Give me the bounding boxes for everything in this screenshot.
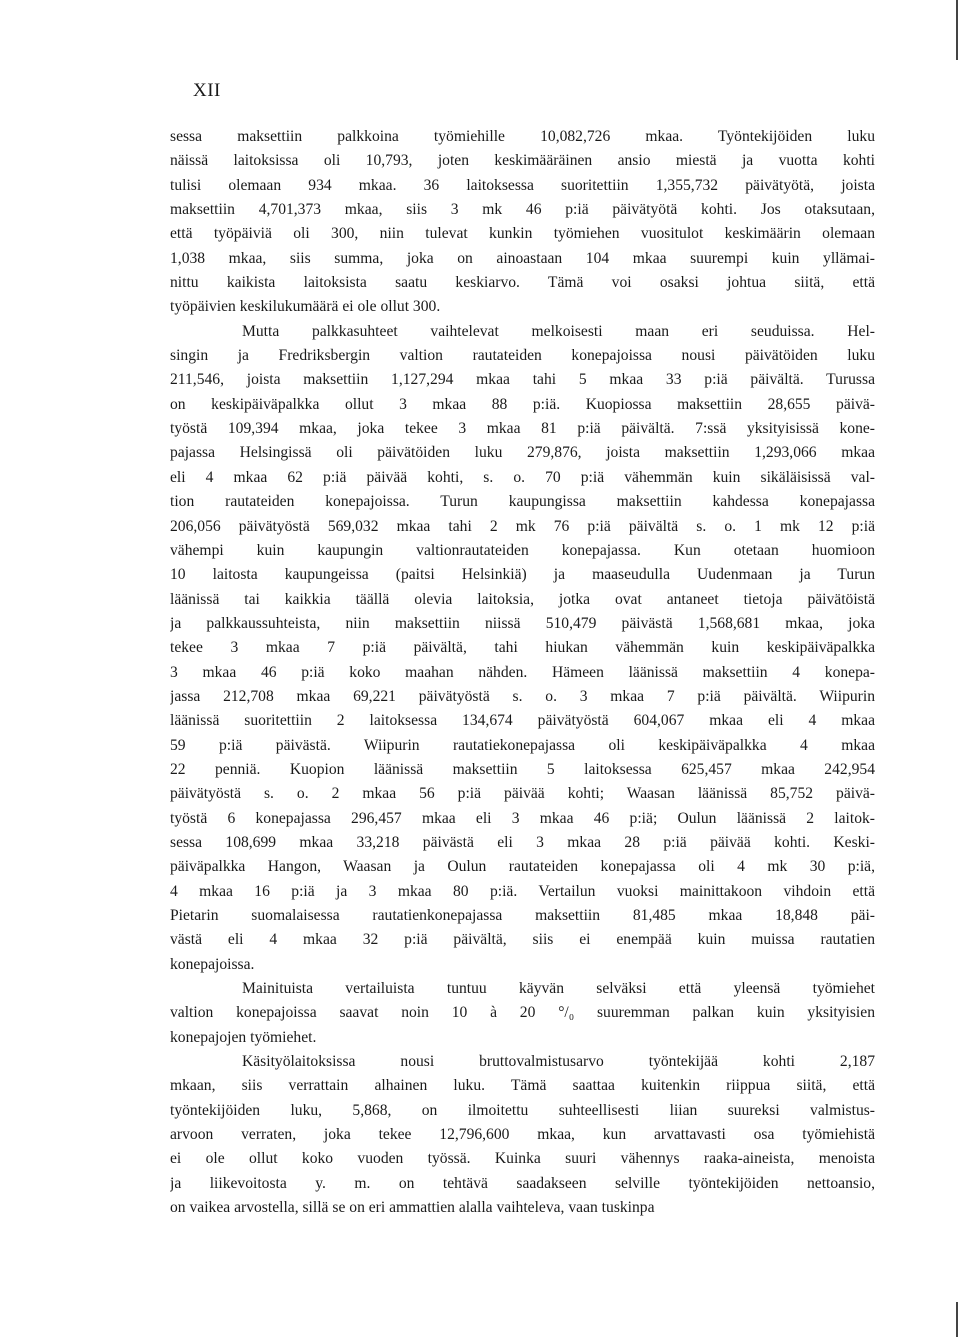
text-line: Mainituista vertailuista tuntuu käyvän selväksi että yleensä työmiehet [242,980,875,998]
text-line: jassa 212,708 mkaa 69,221 päivätyöstä s. o. 3 mkaa 7 p:iä päivältä. Wiipurin [170,687,875,705]
text-line: on keskipäiväpalkka ollut 3 mkaa 88 p:iä. Kuopiossa maksettiin 28,655 päivä- [170,395,875,413]
text-line: sessa 108,699 mkaa 33,218 päivästä eli 3 mkaa 28 p:iä päivää kohti. Keski- [170,833,875,851]
text-line: 206,056 päivätyöstä 569,032 mkaa tahi 2 mk 76 p:iä päivältä s. o. 1 mk 12 p:iä [170,517,875,535]
text-line: valtion konepajoissa saavat noin 10 à 20 °/₀ suuremman palkan kuin yksityisien [170,1004,875,1022]
text-line: 22 penniä. Kuopion läänissä maksettiin 5 laitoksessa 625,457 mkaa 242,954 [170,760,875,778]
text-line: mkaan, siis verrattain alhainen luku. Tämä saattaa kuitenkin riippua siitä, että [170,1077,875,1095]
text-line: 4 mkaa 16 p:iä ja 3 mkaa 80 p:iä. Vertailun vuoksi mainittakoon vihdoin että [170,882,875,900]
text-line: päiväpalkka Hangon, Waasan ja Oulun rautateiden konepajassa oli 4 mk 30 p:iä, [170,858,875,876]
text-line: vähempi kuin kaupungin valtionrautateiden konepajassa. Kun otetaan huomioon [170,541,875,559]
scan-edge-mark-top [956,0,958,60]
text-line: työstä 6 konepajassa 296,457 mkaa eli 3 mkaa 46 p:iä; Oulun läänissä 2 laitok- [170,809,875,827]
text-line: maksettiin 4,701,373 mkaa, siis 3 mk 46 p:iä päivätyötä kohti. Jos otaksutaan, [170,201,875,219]
text-line: nittu kaikista laitoksista saatu keskiarvo. Tämä voi osaksi johtua siitä, että [170,274,875,292]
text-line: tion rautateiden konepajoissa. Turun kaupungissa maksettiin kahdessa konepajassa [170,493,875,511]
text-line: näissä laitoksissa oli 10,793, joten keskimääräinen ansio miestä ja vuotta kohti [170,152,875,170]
text-line: tulisi olemaan 934 mkaa. 36 laitoksessa suoritettiin 1,355,732 päivätyötä, joista [170,176,875,194]
page-number: XII [193,80,221,101]
text-line: ja liikevoitosta y. m. on tehtävä saadakseen selville työntekijöiden nettoansio, [170,1174,875,1192]
text-line: 3 mkaa 46 p:iä koko maahan nähden. Hämeen läänissä maksettiin 4 konepa- [170,663,875,681]
text-line: singin ja Fredriksbergin valtion rautateiden konepajoissa nousi päivätöiden luku [170,347,875,365]
text-line: läänissä tai kaikkia täällä olevia laitoksia, jotka ovat antaneet tietoja päivätöistä [170,590,875,608]
text-line: sessa maksettiin palkkoina työmiehille 10,082,726 mkaa. Työntekijöiden luku [170,128,875,145]
text-line: työpäivien keskilukumäärä ei ole ollut 300. [170,298,441,316]
text-line: eli 4 mkaa 62 p:iä päivää kohti, s. o. 70 p:iä vähemmän kuin sikäläisissä val- [170,468,875,486]
scan-edge-mark-bottom [956,1302,958,1337]
text-line: 59 p:iä päivästä. Wiipurin rautatiekonepajassa oli keskipäiväpalkka 4 mkaa [170,736,875,754]
text-line: tekee 3 mkaa 7 p:iä päivältä, tahi hiukan vähemmän kuin keskipäiväpalkka [170,639,875,657]
text-line: päivätyöstä s. o. 2 mkaa 56 p:iä päivää kohti; Waasan läänissä 85,752 päivä- [170,785,875,803]
text-line: Käsityölaitoksissa nousi bruttovalmistusarvo työntekijää kohti 2,187 [242,1053,875,1071]
text-line: 1,038 mkaa, siis summa, joka on ainoastaan 104 mkaa suurempi kuin yllämai- [170,249,875,267]
text-line: 211,546, joista maksettiin 1,127,294 mkaa tahi 5 mkaa 33 p:iä päivältä. Turussa [170,371,875,389]
text-line: ei ole ollut koko vuoden työssä. Kuinka suuri vähennys raaka-aineista, menoista [170,1150,875,1168]
text-line: Mutta palkkasuhteet vaihtelevat melkoisesti maan eri seuduissa. Hel- [242,322,875,340]
text-line: että työpäiviä oli 300, niin tulevat kunkin työmiehen vuositulot keskimäärin olemaan [170,225,875,243]
text-line: pajassa Helsingissä oli päivätöiden luku 279,876, joista maksettiin 1,293,066 mkaa [170,444,875,462]
body-text [170,125,875,1220]
text-line: 10 laitosta kaupungeissa (paitsi Helsinkiä) ja maaseudulla Uudenmaan ja Turun [170,566,875,584]
text-line: västä eli 4 mkaa 32 p:iä päivältä, siis ei enempää kuin muissa rautatien [170,931,875,949]
text-line: ja palkkaussuhteista, niin maksettiin niissä 510,479 päivästä 1,568,681 mkaa, joka [170,614,875,632]
text-line: työntekijöiden luku, 5,868, on ilmoitettu suhteellisesti liian suureksi valmistus- [170,1101,875,1119]
text-line: arvoon verraten, joka tekee 12,796,600 mkaa, kun arvattavasti osa työmiehistä [170,1126,875,1144]
text-line: konepajojen työmiehet. [170,1028,317,1046]
text-line: konepajoissa. [170,955,255,973]
text-line: työstä 109,394 mkaa, joka tekee 3 mkaa 81 p:iä päivältä. 7:ssä yksityisissä kone- [170,420,875,438]
text-line: Pietarin suomalaisessa rautatienkonepajassa maksettiin 81,485 mkaa 18,848 päi- [170,907,875,924]
text-line: läänissä suoritettiin 2 laitoksessa 134,674 päivätyöstä 604,067 mkaa eli 4 mkaa [170,712,875,730]
text-line: on vaikea arvostella, sillä se on eri ammattien alalla vaihteleva, vaan tuskinpa [170,1199,655,1217]
